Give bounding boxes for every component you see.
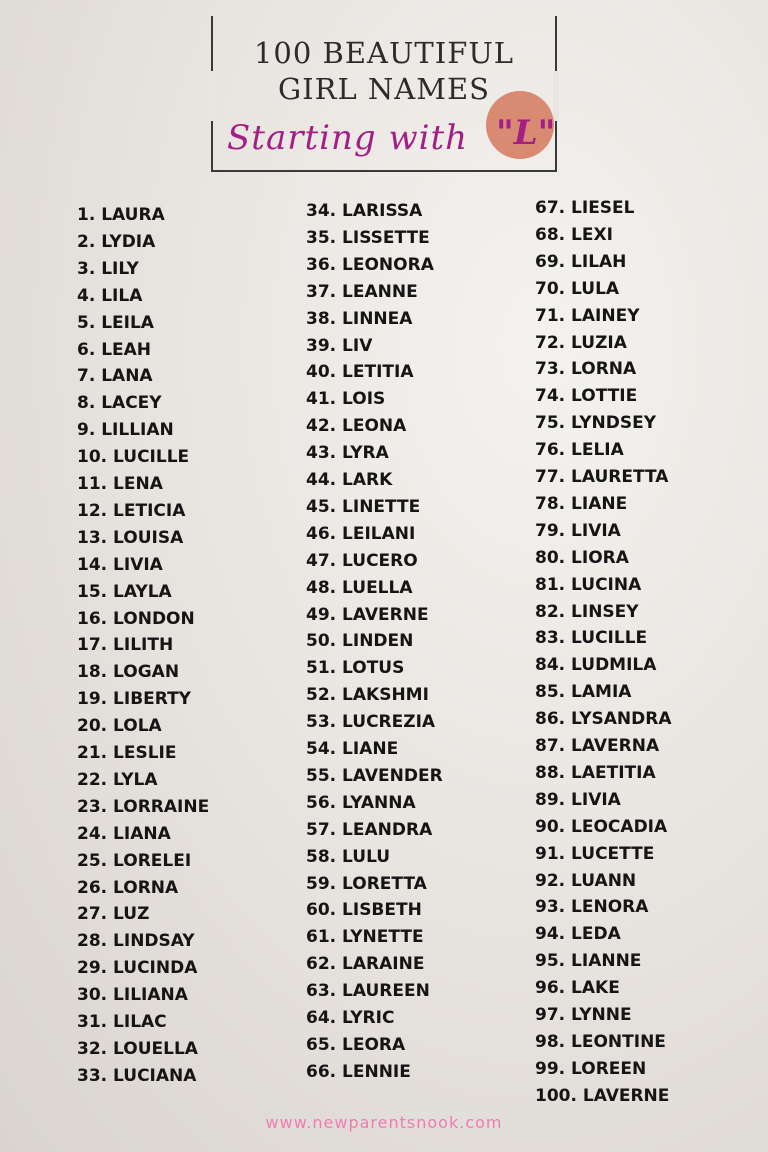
name-item: 48. LUELLA — [306, 577, 413, 598]
name-item: 21. LESLIE — [77, 743, 177, 763]
name-item: 49. LAVERNE — [306, 604, 429, 625]
name-item: 30. LILIANA — [77, 985, 188, 1006]
name-item: 82. LINSEY — [535, 601, 639, 622]
name-item: 52. LAKSHMI — [306, 685, 429, 706]
name-item: 2. LYDIA — [77, 231, 156, 252]
name-item: 35. LISSETTE — [306, 227, 430, 248]
name-item: 97. LYNNE — [535, 1005, 632, 1025]
name-item: 67. LIESEL — [535, 198, 635, 218]
name-item: 26. LORNA — [77, 877, 179, 898]
title-frame — [211, 16, 557, 172]
name-item: 93. LENORA — [535, 897, 649, 918]
name-item: 81. LUCINA — [535, 574, 642, 595]
name-item: 29. LUCINDA — [77, 958, 198, 979]
name-item: 75. LYNDSEY — [535, 413, 657, 434]
website-footer: www.newparentsnook.com — [265, 1113, 503, 1132]
name-item: 54. LIANE — [306, 739, 399, 759]
name-item: 40. LETITIA — [306, 362, 414, 383]
name-item: 86. LYSANDRA — [535, 709, 672, 730]
script-subtitle: Starting with — [227, 118, 469, 158]
name-item: 7. LANA — [77, 366, 153, 387]
name-item: 64. LYRIC — [306, 1008, 395, 1028]
name-item: 46. LEILANI — [306, 523, 416, 544]
name-item: 72. LUZIA — [535, 332, 627, 353]
title-line-2: GIRL NAMES — [278, 72, 490, 106]
name-item: 61. LYNETTE — [306, 927, 424, 948]
name-item: 91. LUCETTE — [535, 843, 655, 864]
name-item: 71. LAINEY — [535, 305, 640, 326]
name-item: 45. LINETTE — [306, 496, 421, 517]
name-item: 100. LAVERNE — [535, 1085, 670, 1106]
name-item: 47. LUCERO — [306, 550, 418, 571]
name-item: 3. LILY — [77, 258, 139, 279]
name-item: 44. LARK — [306, 470, 393, 490]
name-item: 70. LULA — [535, 278, 620, 299]
name-item: 68. LEXI — [535, 224, 613, 245]
name-item: 36. LEONORA — [306, 254, 434, 275]
name-item: 53. LUCREZIA — [306, 712, 436, 733]
name-item: 23. LORRAINE — [77, 796, 210, 817]
name-item: 66. LENNIE — [306, 1061, 411, 1082]
name-item: 22. LYLA — [77, 769, 158, 790]
name-item: 96. LAKE — [535, 978, 620, 999]
name-item: 16. LONDON — [77, 608, 195, 629]
name-item: 87. LAVERNA — [535, 736, 660, 756]
name-item: 27. LUZ — [77, 904, 150, 925]
name-item: 24. LIANA — [77, 823, 171, 844]
name-item: 89. LIVIA — [535, 789, 621, 810]
name-item: 8. LACEY — [77, 393, 162, 414]
name-item: 9. LILLIAN — [77, 420, 174, 441]
name-item: 18. LOGAN — [77, 662, 180, 683]
highlight-letter: "L" — [496, 113, 556, 153]
name-item: 14. LIVIA — [77, 554, 163, 575]
name-item: 12. LETICIA — [77, 500, 186, 521]
name-item: 83. LUCILLE — [535, 628, 648, 649]
name-item: 88. LAETITIA — [535, 762, 656, 783]
name-item: 34. LARISSA — [306, 201, 423, 221]
name-item: 6. LEAH — [77, 339, 152, 360]
name-item: 15. LAYLA — [77, 581, 172, 602]
name-item: 76. LELIA — [535, 440, 624, 461]
title-line-1: 100 BEAUTIFUL — [253, 36, 515, 70]
name-item: 25. LORELEI — [77, 850, 192, 871]
name-item: 55. LAVENDER — [306, 765, 443, 786]
name-item: 85. LAMIA — [535, 682, 632, 703]
name-item: 74. LOTTIE — [535, 386, 638, 407]
name-item: 58. LULU — [306, 846, 391, 867]
name-item: 31. LILAC — [77, 1012, 167, 1032]
name-item: 1. LAURA — [77, 205, 165, 225]
name-item: 98. LEONTINE — [535, 1031, 666, 1052]
name-item: 63. LAUREEN — [306, 981, 430, 1002]
name-item: 19. LIBERTY — [77, 689, 191, 710]
name-item: 84. LUDMILA — [535, 655, 657, 676]
name-item: 38. LINNEA — [306, 308, 413, 329]
name-item: 13. LOUISA — [77, 527, 184, 548]
name-item: 95. LIANNE — [535, 951, 642, 972]
name-item: 77. LAURETTA — [535, 467, 669, 487]
name-item: 56. LYANNA — [306, 792, 416, 813]
name-item: 60. LISBETH — [306, 900, 422, 921]
name-item: 59. LORETTA — [306, 873, 427, 894]
name-item: 79. LIVIA — [535, 520, 621, 541]
name-item: 94. LEDA — [535, 924, 621, 945]
name-item: 20. LOLA — [77, 716, 162, 737]
name-item: 11. LENA — [77, 474, 163, 494]
name-item: 10. LUCILLE — [77, 447, 190, 468]
name-item: 92. LUANN — [535, 870, 637, 891]
name-item: 73. LORNA — [535, 359, 637, 380]
name-item: 41. LOIS — [306, 389, 386, 410]
name-item: 62. LARAINE — [306, 954, 425, 975]
name-item: 65. LEORA — [306, 1034, 406, 1055]
name-item: 4. LILA — [77, 285, 143, 306]
name-item: 32. LOUELLA — [77, 1038, 198, 1059]
name-item: 37. LEANNE — [306, 281, 418, 302]
name-item: 51. LOTUS — [306, 658, 405, 679]
name-item: 33. LUCIANA — [77, 1065, 197, 1086]
name-item: 5. LEILA — [77, 312, 154, 333]
name-item: 42. LEONA — [306, 416, 407, 437]
name-item: 28. LINDSAY — [77, 931, 195, 952]
name-item: 90. LEOCADIA — [535, 816, 668, 837]
name-item: 43. LYRA — [306, 443, 389, 464]
name-item: 80. LIORA — [535, 547, 629, 568]
name-item: 69. LILAH — [535, 251, 627, 272]
name-item: 78. LIANE — [535, 493, 628, 514]
name-item: 50. LINDEN — [306, 631, 414, 652]
name-item: 57. LEANDRA — [306, 819, 433, 840]
name-item: 17. LILITH — [77, 635, 174, 656]
name-item: 99. LOREEN — [535, 1058, 647, 1079]
name-item: 39. LIV — [306, 335, 373, 356]
